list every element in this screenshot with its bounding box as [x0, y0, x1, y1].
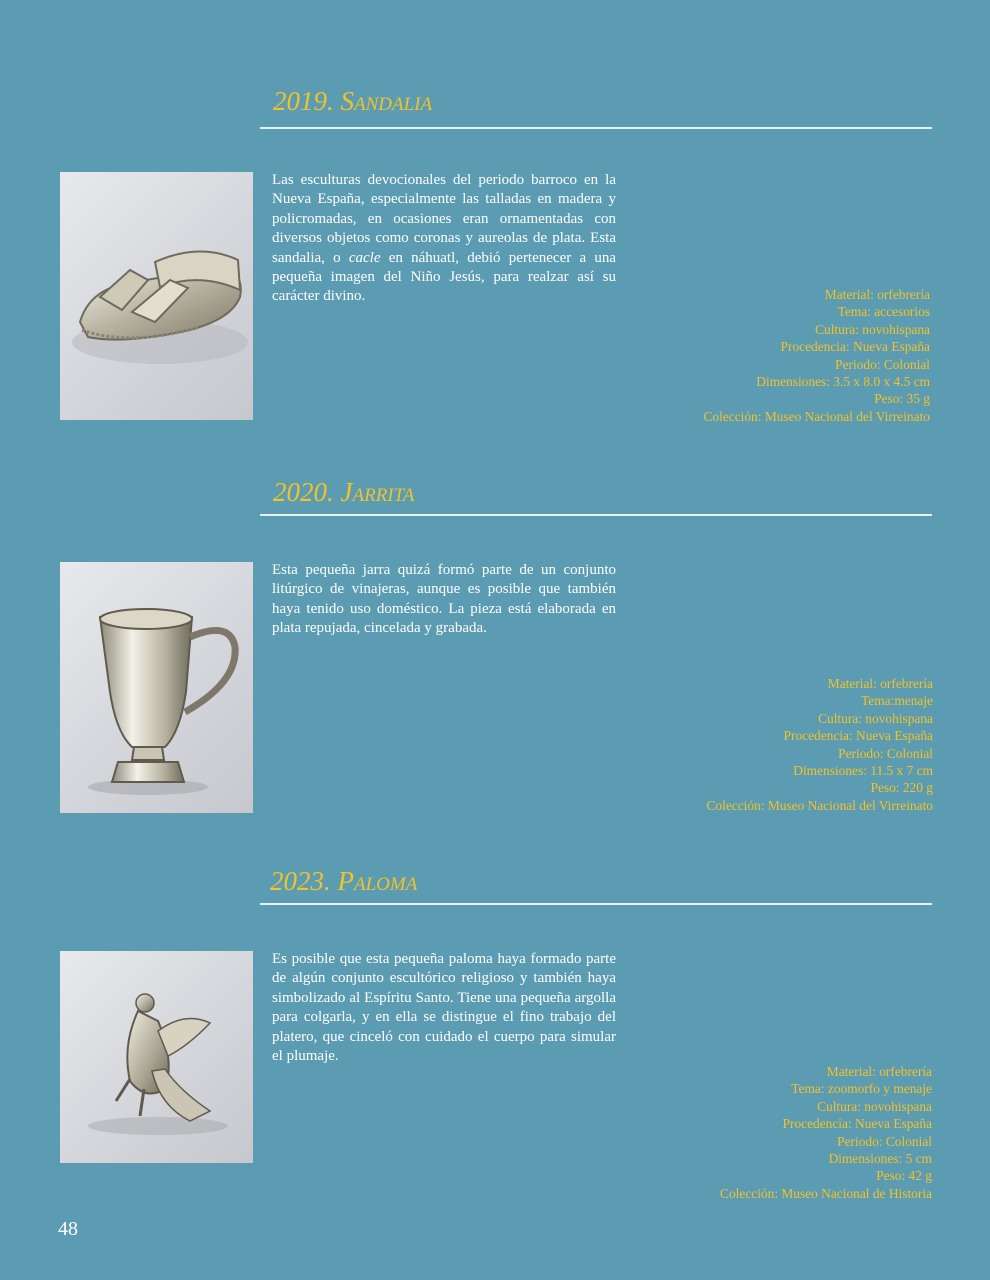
meta-procedencia: Procedencia: Nueva España [783, 728, 933, 744]
meta-dimensiones: Dimensiones: 5 cm [828, 1151, 932, 1167]
entry-number: 2019. [273, 86, 334, 116]
meta-coleccion: Colección: Museo Nacional de Historia [720, 1185, 932, 1201]
sandal-illustration [60, 172, 253, 420]
entry-number: 2023. [270, 866, 331, 896]
meta-tema: Tema: accesorios [837, 304, 930, 320]
entry-title [273, 86, 432, 116]
silver-jug-photo [60, 562, 253, 813]
entry-metadata [492, 1063, 932, 1202]
meta-material: Material: orfebrería [826, 1064, 932, 1079]
meta-periodo: Periodo: Colonial [837, 1133, 932, 1149]
meta-dimensiones: Dimensiones: 3.5 x 8.0 x 4.5 cm [756, 374, 930, 390]
title-divider [260, 514, 932, 516]
jug-illustration [60, 562, 253, 813]
meta-cultura: Cultura: novohispana [818, 710, 933, 726]
meta-tema: Tema: zoomorfo y menaje [791, 1081, 932, 1097]
silver-sandal-photo [60, 172, 253, 420]
entry-description: Es posible que esta pequeña paloma haya formado parte de algún conjunto escultórico religioso y también haya simbolizado al Espíritu Santo. Tiene una pequeña argolla para colgarla, y en ella se distingue el fino trabajo del platero, que cinceló con cuidado el cuerpo para simular el plumaje. [272, 951, 616, 1065]
meta-tema: Tema:menaje [861, 693, 933, 709]
meta-material: Material: orfebrería [824, 287, 930, 302]
entry-name: Jarrita [340, 477, 415, 507]
meta-periodo: Periodo: Colonial [838, 745, 933, 761]
meta-peso: Peso: 220 g [870, 780, 933, 796]
meta-cultura: Cultura: novohispana [817, 1098, 932, 1114]
meta-coleccion: Colección: Museo Nacional del Virreinato [706, 797, 933, 813]
entry-title [273, 477, 414, 507]
silver-dove-photo [60, 951, 253, 1163]
entry-description: Las esculturas devocionales del periodo barroco en la Nueva España, especialmente las talladas en madera y policromadas, en ocasiones eran ornamentadas con diversos objetos como coronas y aureolas de plata. Esta sandalia, o cacle en náhuatl, debió pertenecer a una pequeña imagen del Niño Jesús, para realzar así su carácter divino. [272, 172, 616, 305]
meta-material: Material: orfebrería [827, 676, 933, 691]
title-divider [260, 127, 932, 129]
title-divider [260, 903, 932, 905]
entry-number: 2020. [273, 477, 334, 507]
meta-cultura: Cultura: novohispana [815, 321, 930, 337]
entry-description: Esta pequeña jarra quizá formó parte de un conjunto litúrgico de vinajeras, aunque es posible que también haya tenido uso doméstico. La pieza está elaborada en plata repujada, cincelada y grabada. [272, 562, 616, 637]
entry-title [270, 866, 417, 896]
meta-periodo: Periodo: Colonial [835, 356, 930, 372]
meta-dimensiones: Dimensiones: 11.5 x 7 cm [793, 763, 933, 779]
entry-metadata [490, 286, 930, 425]
meta-peso: Peso: 42 g [876, 1168, 932, 1184]
meta-peso: Peso: 35 g [874, 391, 930, 407]
meta-procedencia: Procedencia: Nueva España [780, 339, 930, 355]
page-number: 48 [58, 1218, 78, 1240]
entry-metadata [493, 675, 933, 814]
dove-illustration [60, 951, 253, 1163]
entry-name: Sandalia [340, 86, 433, 116]
entry-name: Paloma [337, 866, 418, 896]
meta-procedencia: Procedencia: Nueva España [782, 1116, 932, 1132]
meta-coleccion: Colección: Museo Nacional del Virreinato [703, 408, 930, 424]
nahuatl-term: cacle [348, 249, 381, 266]
